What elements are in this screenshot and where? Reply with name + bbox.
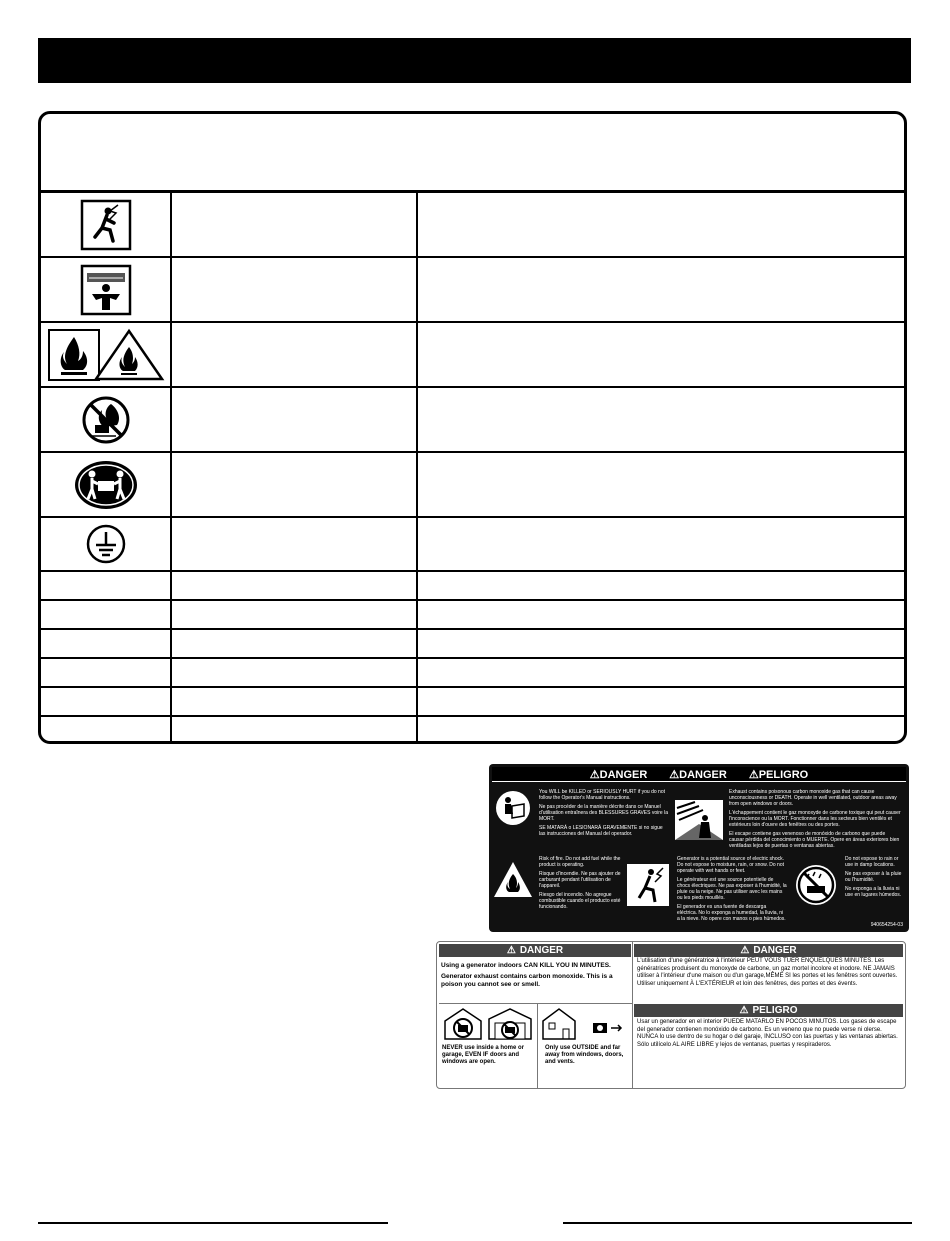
- exhaust-warning: Exhaust contains poisonous carbon monoxide gas that can cause unconsciousness or DEATH. Operate in well ventilated, outdoor areas away from open windows or doors. L'échappement contient le gaz monoxyde de carbone toxique qui peut causer l'inconscience ou la MORT. Fonctionner dans les secteurs bien ventilés et extérieurs loin d'ouvre des fenêtres ou des portes. El escape contiene gas venenoso de monóxido de carbono que puede causar pérdida del conocimiento o MUERTE. Opere en áreas exteriores bien ventiladas lejos de puertas o ventanas abiertas.: [729, 789, 901, 849]
- shock-warning: Generator is a potential source of electric shock. Do not expose to moisture, rain, or snow. Do not operate with wet hands or feet. Le générateur est une source potentielle de chocs électriques. Ne pas exposer à l'humidité, la pluie ou la neige. Ne pas utiliser avec les mains ou les pieds mouillés. El generador es una fuente de descarga eléctrica. No lo exponga a humedad, la lluvia, ni a la nieve. No opere con manos o pies húmedos.: [677, 856, 787, 922]
- decal-header-danger-en: ⚠DANGER: [589, 768, 648, 781]
- carbon-monoxide-decal: [436, 941, 906, 1089]
- two-person-lift-icon: [41, 453, 170, 516]
- rain-warning: Do not expose to rain or use in damp locations. Ne pas exposer à la pluie ou l'humidité. No exponga a la lluvia ni use en lugares húmedos.: [845, 856, 902, 898]
- warning-triangle-icon: ⚠: [739, 1005, 749, 1016]
- co-warning-french: L'utilisation d'une génératrice à l'intérieur PEUT VOUS TUER ENQUELQUES MINUTES. Les génératrices produisent du monoxyde de carbone, un gaz mortel incolore et inodore. NE JAMAIS utiliser à l'intérieur d'une maison ou d'un garage,MÊME SI les portes et les fenêtres sont ouvertes. Utiliser uniquement À L'EXTÉRIEUR et loin des fenêtres, des portes et des évents.: [637, 958, 898, 987]
- outside-only-text: Only use OUTSIDE and far away from windows, doors, and vents.: [545, 1045, 624, 1065]
- electrocution-hazard-icon: [41, 193, 170, 256]
- fire-hazard-icon: [41, 323, 170, 386]
- warning-triangle-icon: ⚠: [740, 945, 750, 956]
- fire-warning: Risk of fire. Do not add fuel while the product is operating. Risque d'incendie. Ne pas ajouter de carburant pendant l'utilisation de l'appareil. Riesgo del incendio. No agregue combustible cuando el producto esté funcionando.: [539, 856, 621, 910]
- ground-symbol-icon: [41, 518, 170, 570]
- no-indoor-use-icon: [443, 1007, 533, 1041]
- danger-decal-multilingual: [489, 764, 909, 932]
- column-divider: [416, 193, 418, 741]
- decal-header-es: ⚠ PELIGRO: [634, 1004, 903, 1017]
- co-warning-english: Using a generator indoors CAN KILL YOU IN MINUTES. Generator exhaust contains carbon monoxide. This is a poison you cannot see or smell.: [441, 962, 613, 988]
- co-warning-spanish: Usar un generador en el interior PUEDE MATARLO EN POCOS MINUTOS. Los gases de escape del generador contienen monóxido de carbono. Es un veneno que no puede verse ni olerse. NUNCA lo use dentro de su hogar o del garaje, INCLUSO con las puertas y las ventanas abiertas. Sólo utilícelo AL AIRE LIBRE y lejos de ventanas, puertas y respiraderos.: [637, 1019, 898, 1048]
- decal-header-danger-fr: ⚠DANGER: [669, 768, 727, 781]
- hot-surface-icon: [41, 258, 170, 321]
- never-indoors-text: NEVER use inside a home or garage, EVEN IF doors and windows are open.: [442, 1045, 525, 1065]
- footer-rule-left: [38, 1222, 388, 1224]
- fire-warning-icon: [493, 860, 533, 900]
- decal-header: [492, 767, 906, 782]
- decal-header-fr: ⚠ DANGER: [634, 944, 903, 957]
- no-rain-icon: [795, 864, 837, 906]
- electric-shock-icon: [627, 864, 669, 906]
- column-divider: [170, 193, 172, 741]
- decal-header-en: ⚠ DANGER: [439, 944, 631, 957]
- warning-triangle-icon: ⚠: [748, 768, 759, 781]
- warning-triangle-icon: ⚠: [589, 768, 600, 781]
- outdoor-use-icon: [541, 1007, 627, 1041]
- table-header: [41, 114, 904, 193]
- operator-manual-warning: You WILL be KILLED or SERIOUSLY HURT if you do not follow the Operator's Manual instructions. Ne pas procéder de la manière décrite dans ce Manuel d'utilisation entraînera des BLESSURES GRAVES voire la MORT. SE MATARÁ o LESIONARÁ GRAVEMENTE si no sigue las instrucciones del Manual del operador.: [539, 789, 668, 837]
- safety-symbols-table: [38, 111, 907, 744]
- section-header-bar: [38, 38, 911, 83]
- exhaust-fumes-icon: [675, 800, 723, 840]
- read-manual-icon: [495, 790, 531, 826]
- decal-header-peligro: ⚠PELIGRO: [748, 768, 809, 781]
- warning-triangle-icon: ⚠: [506, 945, 516, 956]
- decal-part-number: 940654254-03: [870, 922, 903, 928]
- no-rain-exposure-icon: [41, 388, 170, 451]
- warning-triangle-icon: ⚠: [669, 768, 680, 781]
- footer-rule-right: [563, 1222, 912, 1224]
